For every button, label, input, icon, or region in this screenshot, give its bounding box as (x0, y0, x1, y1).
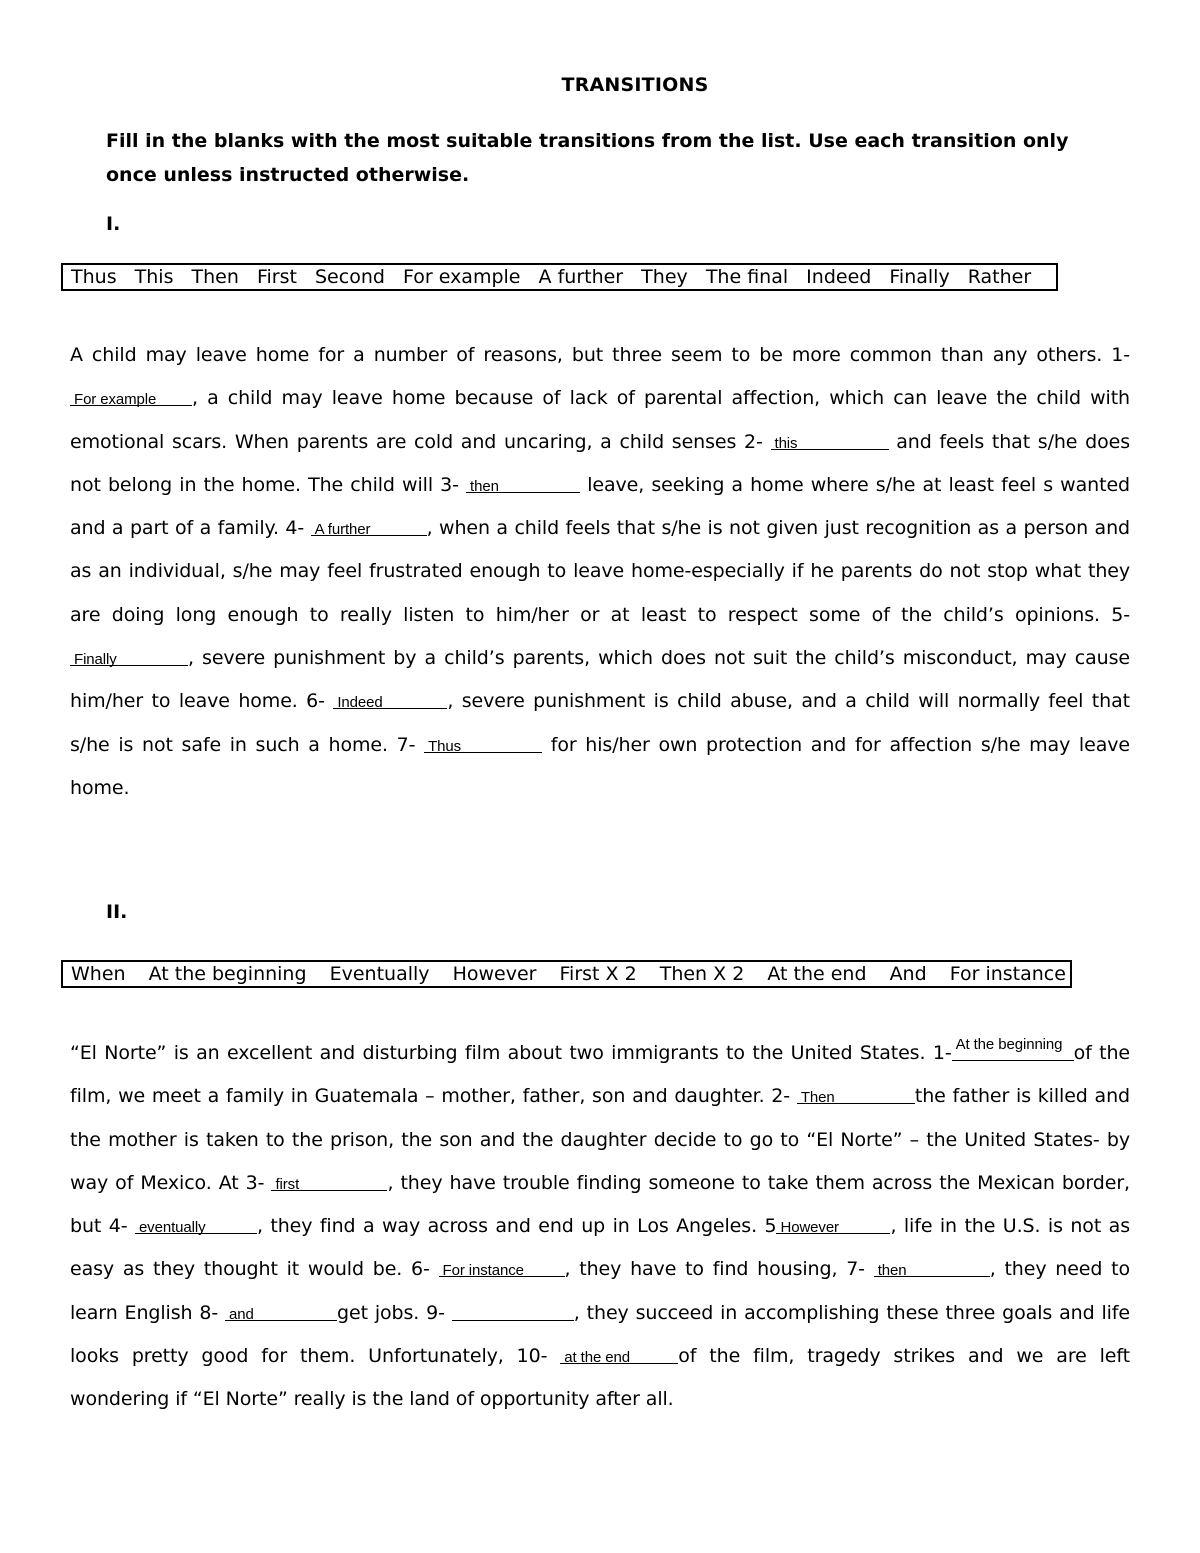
blank-6[interactable] (439, 1258, 565, 1280)
word-bank-item: They (641, 266, 688, 288)
word-bank-item: At the beginning (148, 963, 307, 985)
paragraph-text: , they have to find housing, 7- (564, 1258, 874, 1281)
blank-3[interactable] (271, 1172, 387, 1191)
word-bank-item: Finally (889, 266, 950, 288)
answer-5: Finally (74, 651, 117, 669)
word-bank-item: When (71, 963, 126, 985)
word-bank-item: Thus (71, 266, 117, 288)
paragraph-text: , they have trouble finding someone to take them across the Mexican border, but 4- (70, 1171, 1130, 1238)
blank-1[interactable] (952, 1036, 1074, 1061)
word-bank-item: The final (705, 266, 789, 288)
blank-8[interactable] (225, 1302, 337, 1321)
section-2-paragraph (70, 1032, 1130, 1422)
word-bank-item: Then X 2 (659, 963, 745, 985)
answer-5: However (780, 1219, 839, 1237)
answer-3: first (275, 1175, 300, 1193)
blank-4[interactable] (135, 1215, 257, 1237)
word-bank-item: Eventually (329, 963, 430, 985)
blank-1[interactable] (70, 387, 192, 409)
section-1-paragraph (70, 334, 1130, 810)
paragraph-text: , a child may leave home because of lack of parental affection, which can leave the child with emotional scars. When parents are cold and uncaring, a child senses 2- (70, 387, 1130, 453)
word-bank-item: Indeed (806, 266, 872, 288)
blank-5[interactable] (776, 1215, 890, 1237)
word-bank-item: Rather (967, 266, 1032, 288)
blank-5[interactable] (70, 647, 188, 669)
word-bank-item: And (889, 963, 927, 985)
section-1-word-bank (61, 263, 1058, 291)
blank-9[interactable] (452, 1302, 574, 1321)
answer-2: this (774, 434, 798, 452)
instructions: Fill in the blanks with the most suitable transitions from the list. Use each transition only once unless instructed otherwise. (106, 130, 1069, 186)
answer-8: and (229, 1305, 254, 1323)
blank-10[interactable] (560, 1345, 678, 1367)
answer-4: A further (314, 521, 371, 539)
paragraph-text: of the film, we meet a family in Guatemala – mother, father, son and daughter. 2- (70, 1042, 1130, 1108)
word-bank-item: First (256, 266, 297, 288)
paragraph-text: for his/her own protection and for affection s/he may leave home. (70, 733, 1130, 799)
blank-2[interactable] (771, 431, 889, 450)
answer-1: For example (74, 391, 157, 409)
paragraph-text: the father is killed and the mother is taken to the prison, the son and the daughter decide to go to “El Norte” – the United States- by way of Mexico. At 3- (70, 1085, 1130, 1194)
blank-3[interactable] (466, 474, 580, 493)
paragraph-text: leave, seeking a home where s/he at least feel s wanted and a part of a family. 4- (70, 473, 1130, 540)
paragraph-text: , severe punishment is child abuse, and a child will normally feel that s/he is not safe in such a home. 7- (70, 690, 1130, 756)
answer-2: Then (800, 1089, 835, 1107)
word-bank-item: A further (538, 266, 624, 288)
paragraph-text: get jobs. 9- (337, 1301, 452, 1324)
paragraph-text: , they succeed in accomplishing these three goals and life looks pretty good for them. Unfortunately, 10- (70, 1301, 1130, 1368)
answer-6: Indeed (337, 694, 383, 712)
word-bank-item: Then (191, 266, 239, 288)
paragraph-text: , life in the U.S. is not as easy as they thought it would be. 6- (70, 1215, 1130, 1281)
blank-7[interactable] (874, 1258, 990, 1280)
paragraph-text: of the film, tragedy strikes and we are left wondering if “El Norte” really is the land of opportunity after all. (70, 1345, 1130, 1411)
word-bank-item: For example (402, 266, 521, 288)
page-title: TRANSITIONS (561, 74, 709, 96)
blank-2[interactable] (797, 1085, 915, 1107)
word-bank-item: Second (315, 266, 385, 288)
word-bank-item: However (452, 963, 537, 985)
blank-4[interactable] (311, 517, 427, 539)
answer-6: For instance (442, 1262, 524, 1280)
paragraph-text: “El Norte” is an excellent and disturbing film about two immigrants to the United States. 1- (70, 1042, 952, 1064)
blank-6[interactable] (333, 690, 447, 712)
word-bank-item: At the end (767, 963, 867, 985)
section-1-heading: I. (106, 213, 121, 235)
paragraph-text: , severe punishment by a child’s parents, which does not suit the child’s misconduct, may cause him/her to leave home. 6- (70, 647, 1130, 713)
answer-7: Thus (428, 737, 462, 755)
word-bank-item: This (134, 266, 174, 288)
blank-7[interactable] (424, 734, 542, 753)
answer-7: then (877, 1262, 907, 1280)
paragraph-text: A child may leave home for a number of reasons, but three seem to be more common than any others. 1- (70, 344, 1130, 366)
word-bank-item: First X 2 (559, 963, 637, 985)
answer-1: At the beginning (955, 1036, 1063, 1053)
answer-4: eventually (138, 1219, 206, 1237)
answer-10: at the end (564, 1349, 630, 1367)
paragraph-text: , they need to learn English 8- (70, 1258, 1130, 1324)
section-2-word-bank (61, 960, 1072, 988)
paragraph-text: , when a child feels that s/he is not given just recognition as a person and as an individual, s/he may feel frustrated enough to leave home-especially if he parents do not stop what they are doing long enough to really listen to him/her or at least to respect some of the child’s opinions. 5- (70, 517, 1130, 626)
answer-3: then (470, 477, 499, 495)
paragraph-text: , they find a way across and end up in Los Angeles. 5 (256, 1215, 777, 1238)
paragraph-text: and feels that s/he does not belong in the home. The child will 3- (70, 430, 1130, 496)
word-bank-item: For instance (949, 963, 1066, 985)
section-2-heading: II. (106, 901, 128, 923)
